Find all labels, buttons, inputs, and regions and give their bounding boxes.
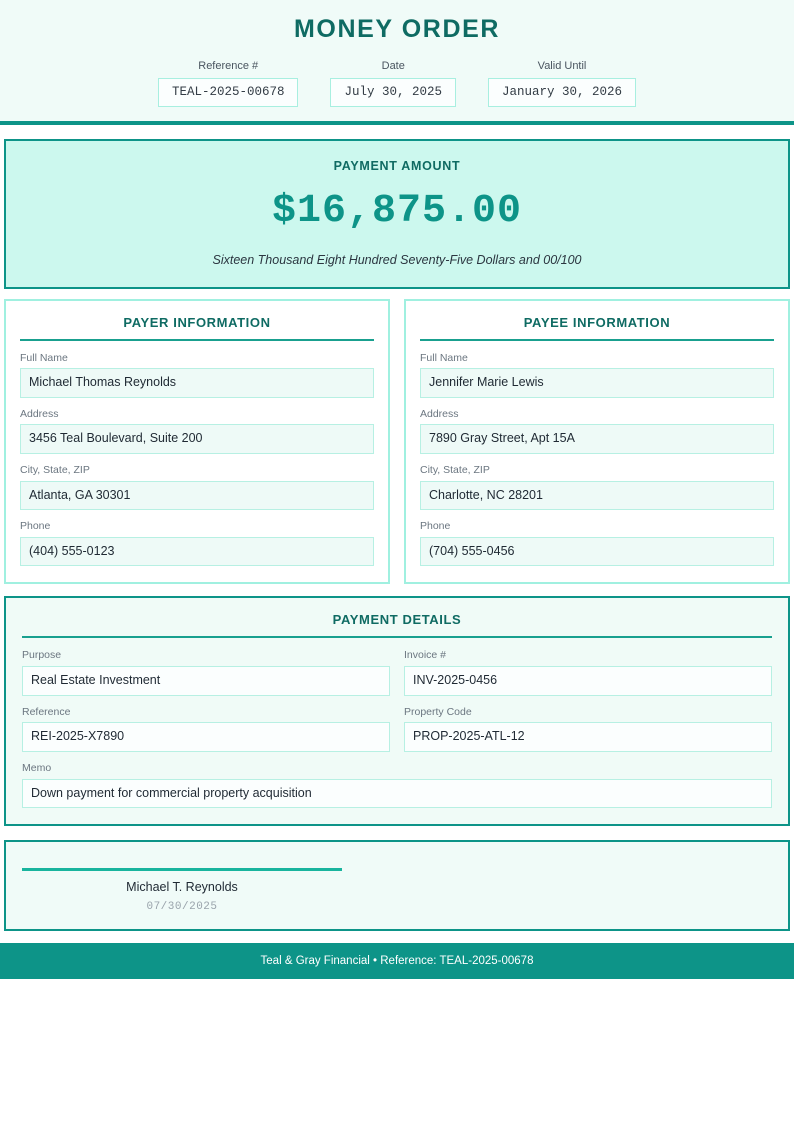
meta-reference-value: TEAL-2025-00678 xyxy=(158,78,299,107)
signature-line xyxy=(22,868,342,871)
payer-city-state-zip-value[interactable]: Atlanta, GA 30301 xyxy=(20,481,374,511)
page-title: MONEY ORDER xyxy=(293,15,501,43)
payer-city-state-zip-label: City, State, ZIP xyxy=(20,464,90,477)
purpose-field xyxy=(22,649,390,695)
payee-address-value[interactable]: 7890 Gray Street, Apt 15A xyxy=(420,424,774,454)
payer-address-value[interactable]: 3456 Teal Boulevard, Suite 200 xyxy=(20,424,374,454)
payment-details-left-column xyxy=(22,649,390,751)
reference-field xyxy=(22,706,390,752)
property-code-field xyxy=(404,706,772,752)
payee-phone-field xyxy=(420,520,774,566)
purpose-label: Purpose xyxy=(22,649,62,662)
signature-name: Michael T. Reynolds xyxy=(126,880,238,895)
payee-phone-label: Phone xyxy=(420,520,451,533)
memo-value[interactable]: Down payment for commercial property acquisition xyxy=(22,779,772,809)
meta-date-value: July 30, 2025 xyxy=(330,78,456,107)
payee-full-name-value[interactable]: Jennifer Marie Lewis xyxy=(420,368,774,398)
payer-card-title: PAYER INFORMATION xyxy=(20,315,374,341)
meta-valid-until-value: January 30, 2026 xyxy=(488,78,636,107)
payee-city-state-zip-field xyxy=(420,464,774,510)
payer-city-state-zip-field xyxy=(20,464,374,510)
purpose-value[interactable]: Real Estate Investment xyxy=(22,666,390,696)
payment-amount-label: PAYMENT AMOUNT xyxy=(333,158,461,173)
meta-reference-label: Reference # xyxy=(198,59,259,72)
property-code-label: Property Code xyxy=(404,705,472,718)
payment-amount-section xyxy=(4,139,790,289)
invoice-number-label: Invoice # xyxy=(404,649,447,662)
payee-address-label: Address xyxy=(420,407,459,420)
payment-details-right-column xyxy=(404,649,772,751)
reference-value[interactable]: REI-2025-X7890 xyxy=(22,722,390,752)
payee-full-name-field xyxy=(420,352,774,398)
payee-city-state-zip-value[interactable]: Charlotte, NC 28201 xyxy=(420,481,774,511)
meta-date-label: Date xyxy=(381,59,405,72)
memo-field xyxy=(22,762,772,808)
payer-phone-label: Phone xyxy=(20,520,51,533)
payee-card-title: PAYEE INFORMATION xyxy=(420,315,774,341)
property-code-value[interactable]: PROP-2025-ATL-12 xyxy=(404,722,772,752)
payer-card xyxy=(4,299,390,585)
payee-phone-value[interactable]: (704) 555-0456 xyxy=(420,537,774,567)
signature-date: 07/30/2025 xyxy=(146,901,218,914)
payee-full-name-label: Full Name xyxy=(420,351,468,364)
payer-phone-value[interactable]: (404) 555-0123 xyxy=(20,537,374,567)
parties-row xyxy=(4,299,790,585)
header-meta-row xyxy=(0,60,794,107)
payment-details-card xyxy=(4,596,790,826)
payee-address-field xyxy=(420,408,774,454)
meta-valid-until xyxy=(488,60,636,107)
memo-label: Memo xyxy=(22,761,52,774)
reference-label: Reference xyxy=(22,705,71,718)
meta-reference xyxy=(158,60,299,107)
payment-amount-words: Sixteen Thousand Eight Hundred Seventy-Five Dollars and 00/100 xyxy=(212,252,582,267)
document-footer: Teal & Gray Financial • Reference: TEAL-2025-00678 xyxy=(0,943,794,979)
signature-section xyxy=(4,840,790,931)
payment-details-title: PAYMENT DETAILS xyxy=(22,612,772,638)
payer-phone-field xyxy=(20,520,374,566)
document-header xyxy=(0,0,794,125)
meta-date xyxy=(330,60,456,107)
payer-full-name-field xyxy=(20,352,374,398)
payment-details-grid xyxy=(22,649,772,751)
invoice-number-value[interactable]: INV-2025-0456 xyxy=(404,666,772,696)
payment-amount-value: $16,875.00 xyxy=(271,188,523,234)
payer-full-name-value[interactable]: Michael Thomas Reynolds xyxy=(20,368,374,398)
payer-full-name-label: Full Name xyxy=(20,351,68,364)
invoice-number-field xyxy=(404,649,772,695)
payer-address-label: Address xyxy=(20,407,59,420)
meta-valid-until-label: Valid Until xyxy=(537,59,587,72)
payer-address-field xyxy=(20,408,374,454)
payee-card xyxy=(404,299,790,585)
payee-city-state-zip-label: City, State, ZIP xyxy=(420,464,490,477)
